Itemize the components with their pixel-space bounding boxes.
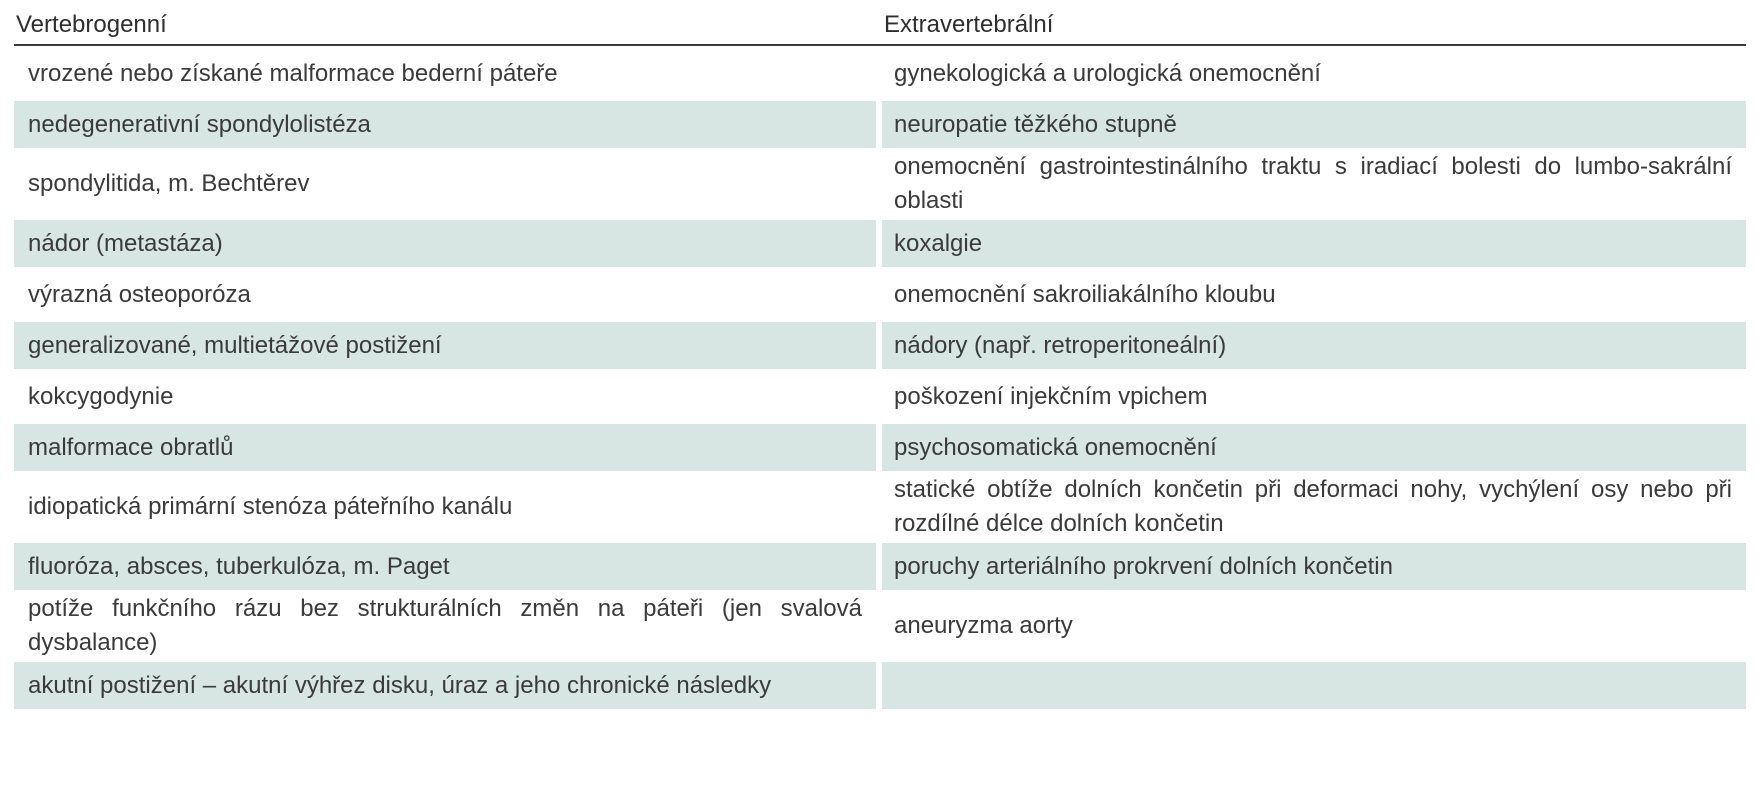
row-cell-left: malformace obratlů (14, 424, 876, 471)
row-cell-left: vrozené nebo získané malformace bederní páteře (28, 59, 558, 87)
table-row (14, 475, 1746, 539)
table-header (14, 0, 1746, 46)
table-row (14, 424, 1746, 471)
row-cell-right: onemocnění sakroiliakálního kloubu (894, 280, 1276, 308)
row-cell-left: fluoróza, absces, tuberkulóza, m. Paget (14, 543, 876, 590)
row-cell-right: onemocnění gastrointestinálního traktu s iradiací bolesti do lumbo-sakrální oblasti (894, 153, 1732, 214)
table-row (14, 543, 1746, 590)
row-cell-right: psychosomatická onemocnění (882, 424, 1746, 471)
table-row (14, 152, 1746, 216)
header-extravertebralni: Extravertebrální (884, 11, 1054, 38)
row-cell-right: aneuryzma aorty (894, 612, 1073, 639)
row-cell-left: generalizované, multietážové postižení (14, 322, 876, 369)
table-row (14, 594, 1746, 658)
table-row (14, 322, 1746, 369)
row-cell-left: idiopatická primární stenóza páteřního kanálu (28, 493, 513, 520)
table-row (14, 373, 1746, 420)
row-cell-right: poruchy arteriálního prokrvení dolních končetin (882, 543, 1746, 590)
row-cell-left: nádor (metastáza) (14, 220, 876, 267)
table-row (14, 50, 1746, 97)
row-cell-right: statické obtíže dolních končetin při deformaci nohy, vychýlení osy nebo při rozdílné délce dolních končetin (894, 476, 1732, 537)
row-cell-left: potíže funkčního rázu bez strukturálních změn na páteři (jen svalová dysbalance) (28, 595, 862, 656)
row-cell-right: gynekologická a urologická onemocnění (894, 59, 1321, 87)
table-row (14, 220, 1746, 267)
row-cell-left: výrazná osteoporóza (28, 280, 251, 308)
row-cell-right: poškození injekčním vpichem (894, 382, 1208, 410)
comparison-table (14, 0, 1746, 709)
row-cell-left: nedegenerativní spondylolistéza (14, 101, 876, 148)
header-vertebrogenni: Vertebrogenní (16, 11, 167, 38)
row-cell-right: koxalgie (882, 220, 1746, 267)
row-cell-left: spondylitida, m. Bechtěrev (28, 170, 310, 197)
row-cell-left: kokcygodynie (28, 382, 174, 410)
table-row (14, 271, 1746, 318)
table-row (14, 101, 1746, 148)
row-cell-left: akutní postižení – akutní výhřez disku, úraz a jeho chronické následky (14, 662, 876, 709)
table-row (14, 662, 1746, 709)
row-cell-right: nádory (např. retroperitoneální) (882, 322, 1746, 369)
row-cell-right: neuropatie těžkého stupně (882, 101, 1746, 148)
row-cell-right (882, 662, 1746, 709)
